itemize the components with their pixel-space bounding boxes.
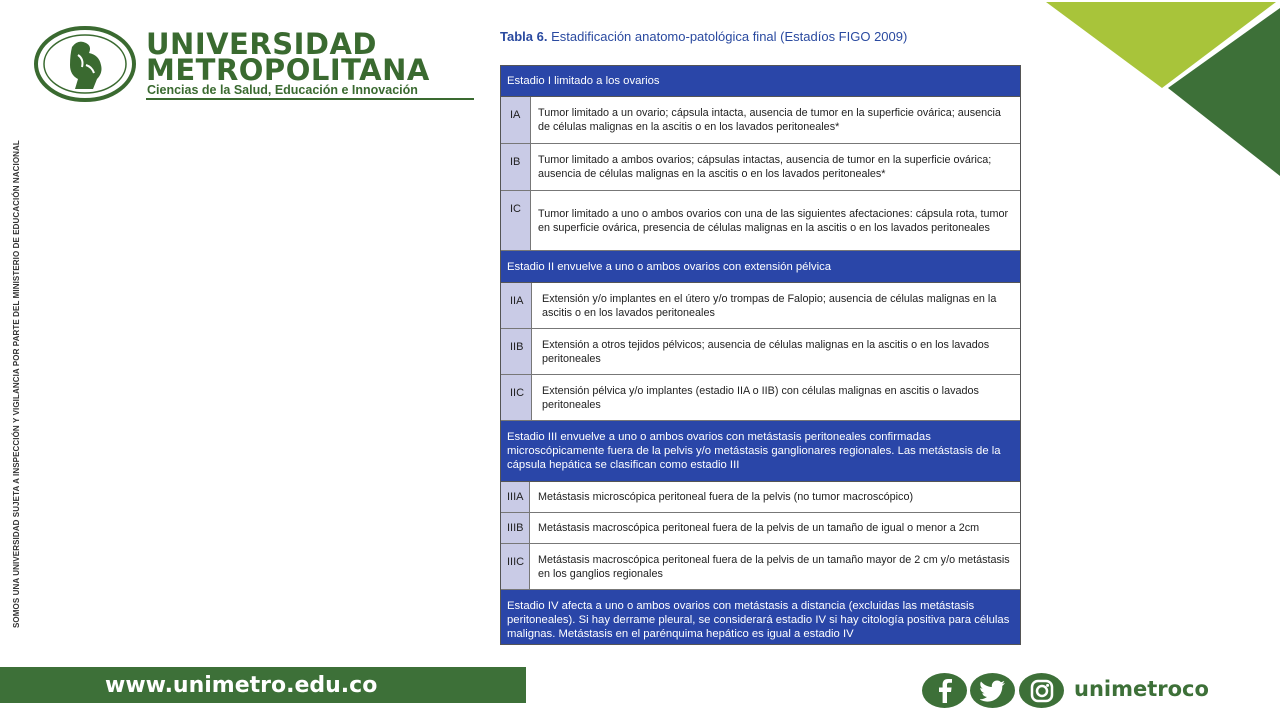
logo-title-line1: UNIVERSIDAD [146, 27, 377, 61]
stage-description: Extensión y/o implantes en el útero y/o trompas de Falopio; ausencia de células malignas en la ascitis o en los lavados peritoneales [542, 292, 997, 319]
logo-title-line2: METROPOLITANA [146, 53, 430, 87]
facebook-button[interactable] [922, 673, 967, 708]
stage-code: IIA [501, 283, 532, 328]
university-logo [34, 25, 484, 105]
stage-header: Estadio III envuelve a uno o ambos ovarios con metástasis peritoneales confirmadas microscópicamente fuera de la pelvis y/o metástasis ganglionares regionales. Las metástasis de la cápsula hepática se clasifican como estadio III [501, 421, 1020, 482]
instagram-icon [1030, 679, 1054, 703]
stage-code: IIB [501, 329, 532, 374]
table-row [501, 191, 1020, 251]
stage-code: IIIA [501, 482, 530, 512]
twitter-button[interactable] [970, 673, 1015, 708]
stage-header: Estadio II envuelve a uno o ambos ovarios con extensión pélvica [501, 251, 1020, 283]
logo-divider [146, 98, 474, 100]
table-row [501, 513, 1020, 544]
table-caption [500, 29, 907, 44]
stage-description: Extensión pélvica y/o implantes (estadio IIA o IIB) con células malignas en ascitis o lavados peritoneales [542, 384, 979, 411]
stage-description: Tumor limitado a ambos ovarios; cápsulas intactas, ausencia de tumor en la superficie ovárica; ausencia de células malignas en la ascitis o en los lavados peritoneales* [538, 154, 992, 180]
twitter-icon [980, 680, 1006, 702]
table-row [501, 144, 1020, 191]
stage-code: IC [501, 191, 531, 250]
table-caption-label: Tabla 6. [500, 29, 548, 44]
social-handle[interactable]: unimetroco [1074, 677, 1209, 701]
corner-triangles-decoration [1040, 0, 1280, 180]
facebook-icon [936, 679, 954, 703]
website-link[interactable]: www.unimetro.edu.co [105, 673, 378, 698]
stage-code: IA [501, 97, 531, 143]
stage-description: Metástasis microscópica peritoneal fuera de la pelvis (no tumor macroscópico) [538, 491, 914, 503]
stage-header: Estadio IV afecta a uno o ambos ovarios con metástasis a distancia (excluidas las metástasis peritoneales). Si hay derrame pleural, se considerará estadio IV si hay citología positiva para células malignas. Metástasis en el parénquima hepático es igual a estadio IV [501, 590, 1020, 645]
thinker-emblem-icon [34, 25, 138, 103]
stage-code: IIIB [501, 513, 530, 543]
table-row [501, 97, 1020, 144]
stage-description: Extensión a otros tejidos pélvicos; ausencia de células malignas en la ascitis o en los lavados peritoneales [542, 338, 990, 365]
stage-description: Metástasis macroscópica peritoneal fuera de la pelvis de un tamaño de igual o menor a 2cm [538, 522, 980, 534]
accreditation-notice: SOMOS UNA UNIVERSIDAD SUJETA A INSPECCIÓN Y VIGILANCIA POR PARTE DEL MINISTERIO DE EDUCACIÓN NACIONAL [12, 140, 21, 628]
table-row [501, 329, 1020, 375]
instagram-button[interactable] [1019, 673, 1064, 708]
figo-staging-table [500, 65, 1021, 645]
table-row [501, 482, 1020, 513]
table-row [501, 375, 1020, 421]
stage-description: Tumor limitado a uno o ambos ovarios con una de las siguientes afectaciones: cápsula rota, tumor en superficie ovárica, presencia de células malignas en la ascitis o en los lavados peritoneales [538, 207, 1009, 234]
stage-header: Estadio I limitado a los ovarios [501, 66, 1020, 97]
stage-description: Metástasis macroscópica peritoneal fuera de la pelvis de un tamaño mayor de 2 cm y/o metástasis en los ganglios regionales [538, 553, 1010, 580]
table-row [501, 544, 1020, 590]
logo-subtitle: Ciencias de la Salud, Educación e Innovación [147, 83, 418, 97]
table-caption-text: Estadificación anatomo-patológica final (Estadíos FIGO 2009) [551, 29, 908, 44]
stage-code: IB [501, 144, 531, 190]
stage-description: Tumor limitado a un ovario; cápsula intacta, ausencia de tumor en la superficie ovárica; ausencia de células malignas en la ascitis o en los lavados peritoneales* [538, 107, 1001, 133]
stage-code: IIC [501, 375, 532, 420]
stage-code: IIIC [501, 544, 530, 589]
table-row [501, 283, 1020, 329]
